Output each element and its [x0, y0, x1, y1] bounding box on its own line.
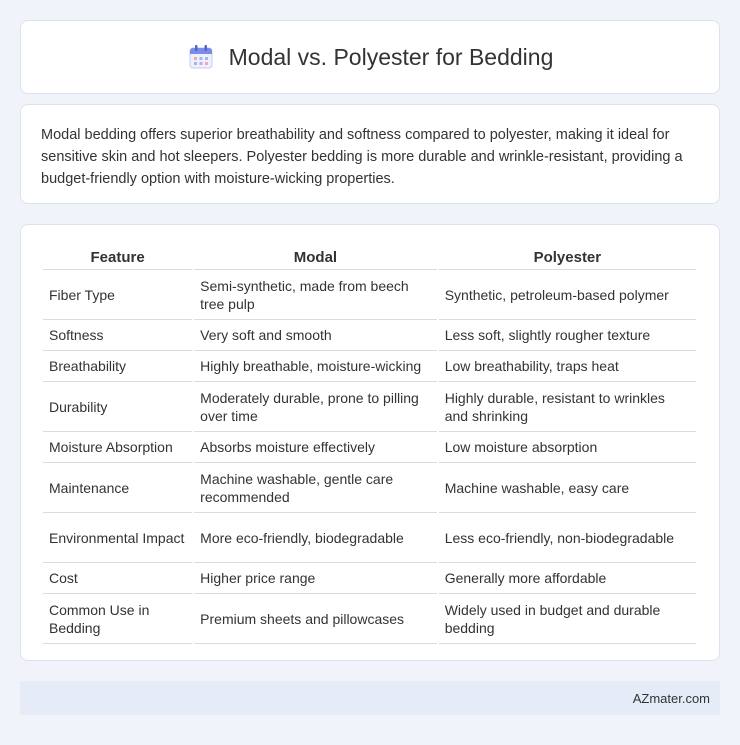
cell-modal: Premium sheets and pillowcases: [194, 594, 437, 644]
cell-polyester: Less eco-friendly, non-biodegradable: [439, 513, 696, 563]
table-row: [43, 463, 696, 513]
cell-modal: Higher price range: [194, 563, 437, 594]
table-row: [43, 513, 696, 563]
cell-modal: Machine washable, gentle care recommended: [194, 463, 437, 513]
cell-polyester: Low moisture absorption: [439, 432, 696, 463]
header-modal: Modal: [194, 245, 437, 270]
table-row: [43, 563, 696, 594]
cell-modal: Absorbs moisture effectively: [194, 432, 437, 463]
footer: [20, 681, 720, 715]
comparison-table: [41, 245, 698, 644]
cell-polyester: Highly durable, resistant to wrinkles and shrinking: [439, 382, 696, 432]
cell-polyester: Machine washable, easy care: [439, 463, 696, 513]
table-row: [43, 594, 696, 644]
cell-polyester: Less soft, slightly rougher texture: [439, 320, 696, 351]
cell-feature: Fiber Type: [43, 270, 192, 320]
cell-modal: Highly breathable, moisture-wicking: [194, 351, 437, 382]
cell-feature: Maintenance: [43, 463, 192, 513]
header-polyester: Polyester: [439, 245, 696, 270]
cell-modal: More eco-friendly, biodegradable: [194, 513, 437, 563]
cell-modal: Moderately durable, prone to pilling over time: [194, 382, 437, 432]
footer-brand: AZmater.com: [632, 690, 710, 706]
cell-polyester: Synthetic, petroleum-based polymer: [439, 270, 696, 320]
cell-feature: Durability: [43, 382, 192, 432]
cell-modal: Very soft and smooth: [194, 320, 437, 351]
cell-feature: Breathability: [43, 351, 192, 382]
cell-feature: Environmental Impact: [43, 513, 192, 563]
cell-feature: Cost: [43, 563, 192, 594]
calendar-icon: [187, 43, 215, 71]
table-row: [43, 382, 696, 432]
cell-polyester: Low breathability, traps heat: [439, 351, 696, 382]
cell-modal: Semi-synthetic, made from beech tree pulp: [194, 270, 437, 320]
header-feature: Feature: [43, 245, 192, 270]
summary-text: Modal bedding offers superior breathability and softness compared to polyester, making it ideal for sensitive skin and hot sleepers. Polyester bedding is more durable and wrinkle-resistant, providing a budget-friendly option with moisture-wicking properties.: [41, 127, 683, 187]
table-row: [43, 351, 696, 382]
table-row: [43, 270, 696, 320]
cell-polyester: Widely used in budget and durable bedding: [439, 594, 696, 644]
cell-feature: Common Use in Bedding: [43, 594, 192, 644]
table-row: [43, 320, 696, 351]
title-card: [20, 20, 720, 94]
summary-card: [20, 104, 720, 204]
page-title: Modal vs. Polyester for Bedding: [228, 43, 554, 70]
cell-feature: Moisture Absorption: [43, 432, 192, 463]
table-row: [43, 432, 696, 463]
cell-feature: Softness: [43, 320, 192, 351]
comparison-table-card: [20, 224, 720, 661]
table-header-row: [43, 245, 696, 270]
cell-polyester: Generally more affordable: [439, 563, 696, 594]
